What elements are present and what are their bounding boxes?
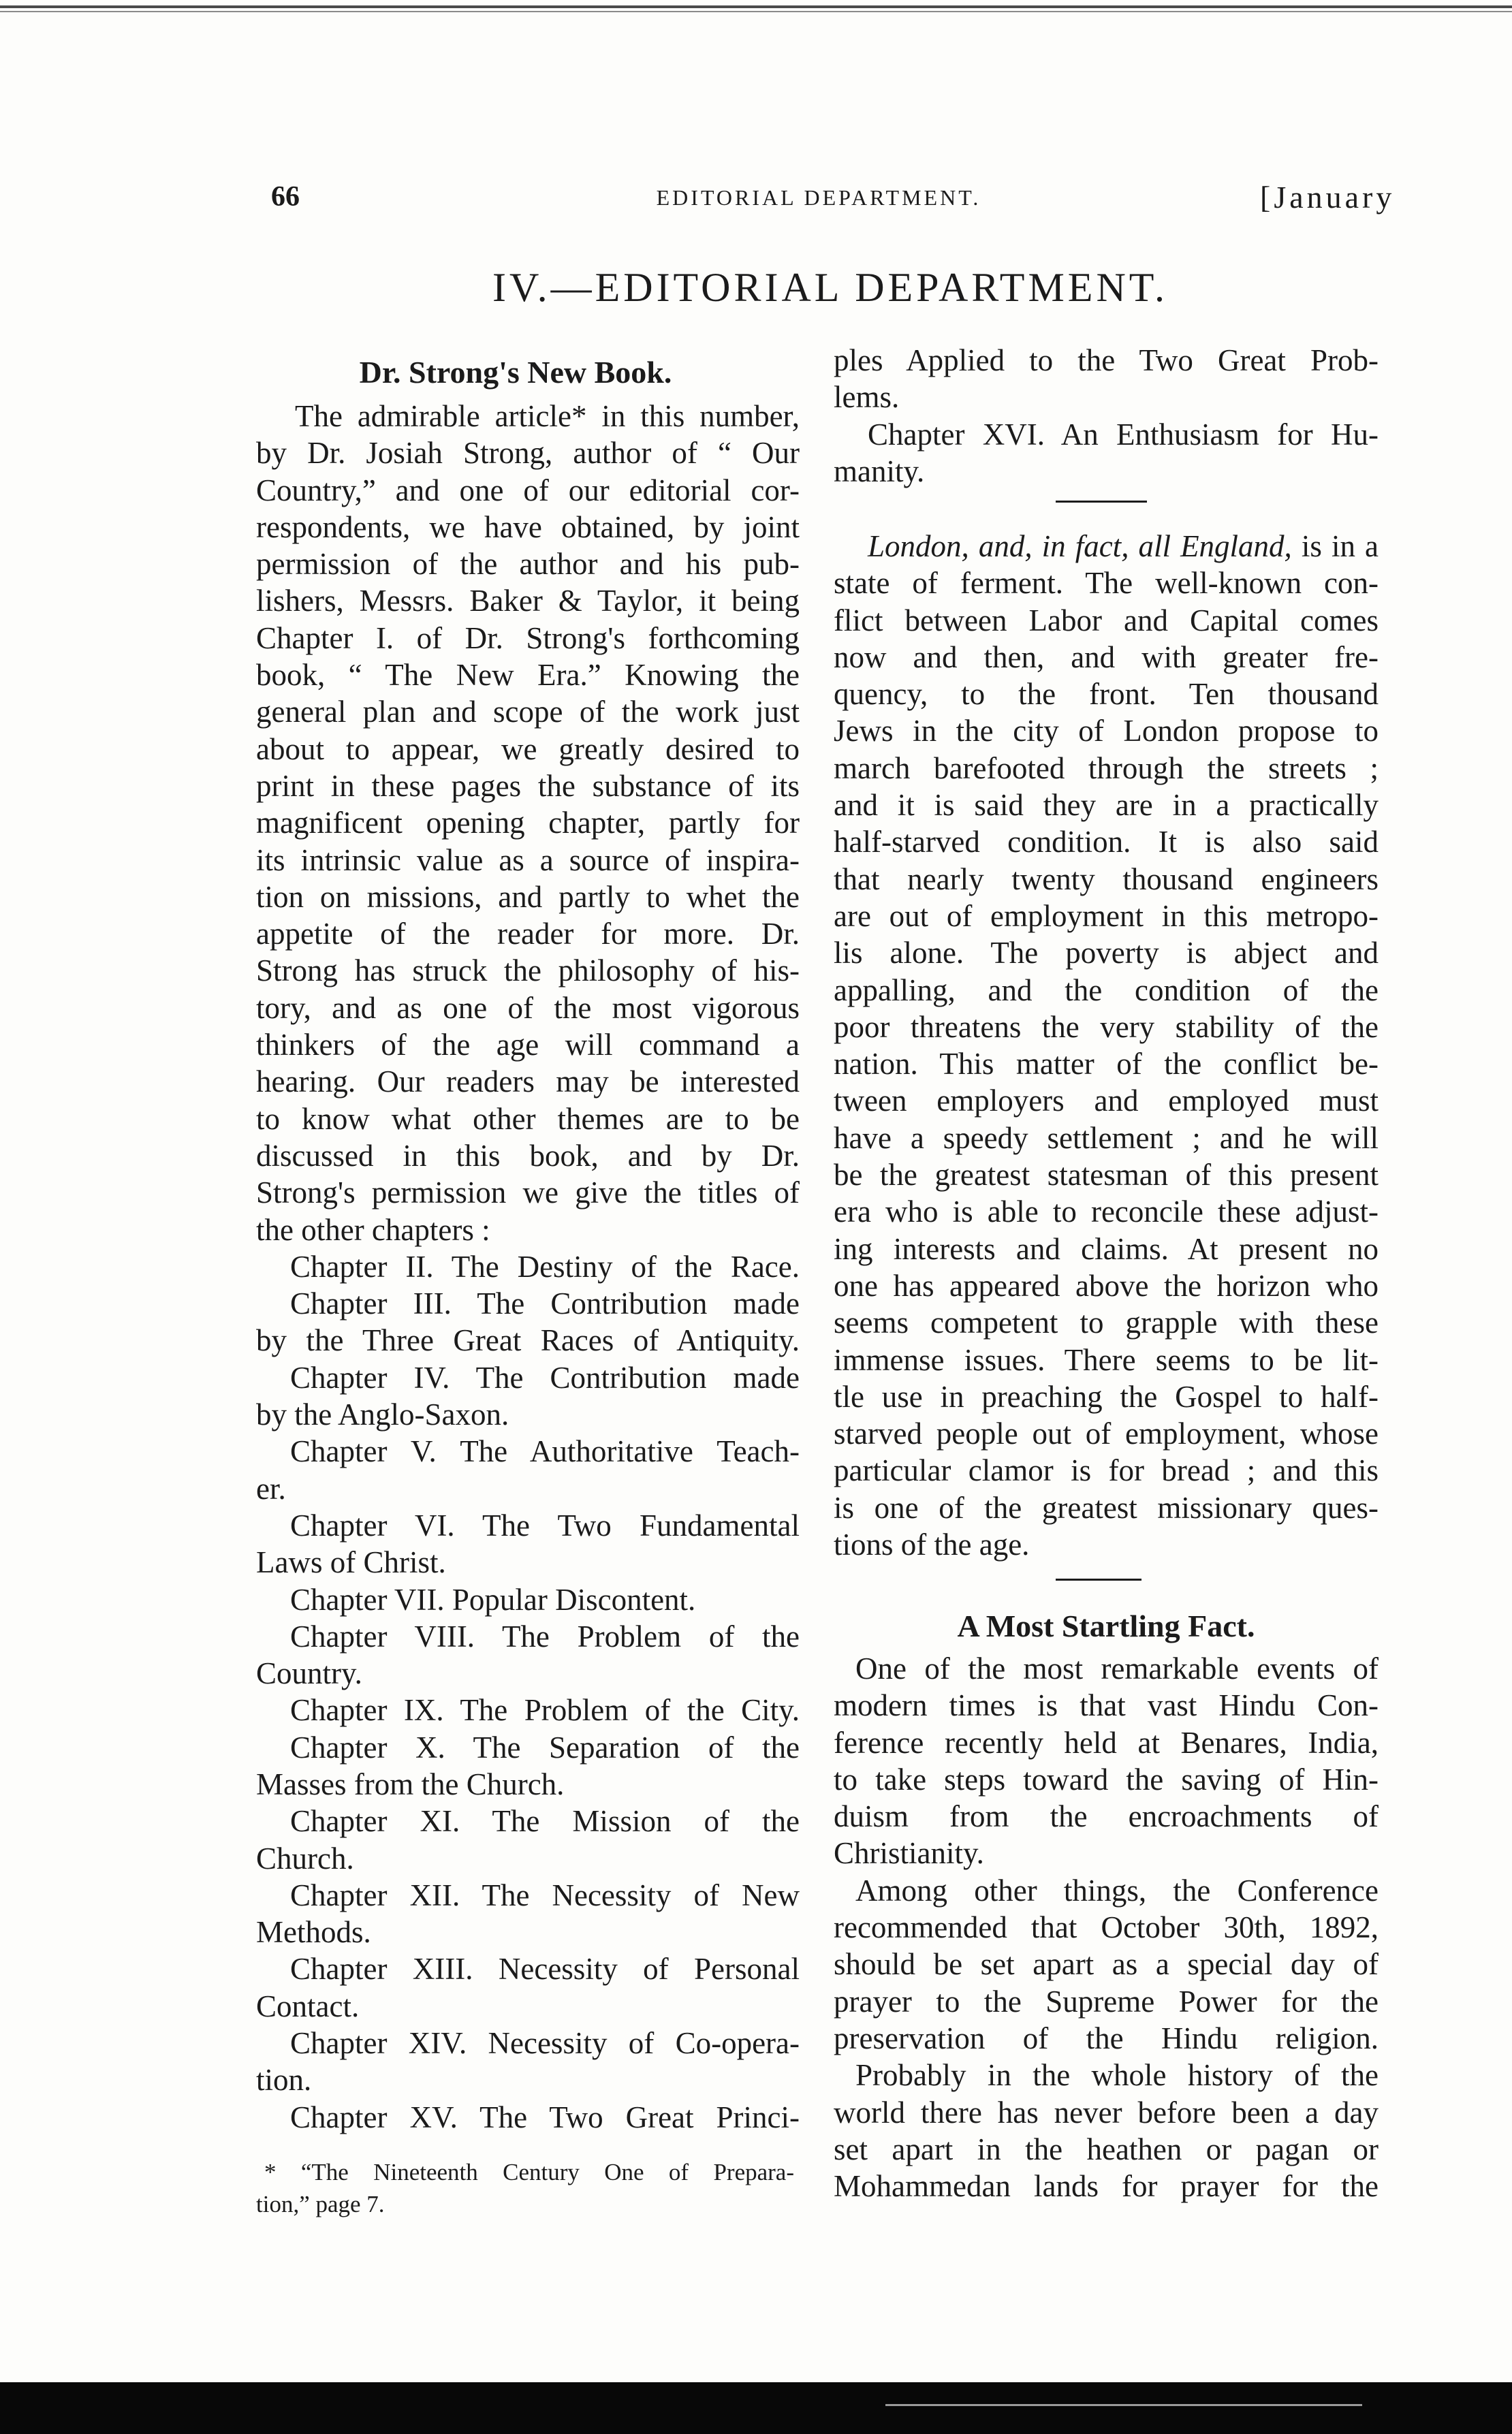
text-line: appetite of the reader for more. Dr.: [256, 917, 800, 951]
chapter-line: Chapter V. The Authoritative Teach-: [290, 1434, 800, 1469]
chapter-line: Chapter X. The Separation of the: [290, 1730, 800, 1765]
text-line: set apart in the heathen or pagan or: [834, 2132, 1379, 2166]
text-line: world there has never before been a day: [834, 2095, 1379, 2130]
chapter-line: Chapter XIII. Necessity of Personal: [290, 1952, 800, 1987]
text-line: should be set apart as a special day of: [834, 1947, 1379, 1982]
text-line: half-starved condition. It is also said: [834, 825, 1379, 859]
text-line: ference recently held at Benares, India,: [834, 1725, 1379, 1760]
text-line: nation. This matter of the conflict be-: [834, 1047, 1379, 1081]
text-line: magnificent opening chapter, partly for: [256, 806, 800, 840]
text-line: Country,” and one of our editorial cor-: [256, 473, 800, 507]
chapter-line: Chapter III. The Contribution made: [290, 1286, 800, 1321]
text-line: appalling, and the condition of the: [834, 973, 1379, 1007]
text-line: have a speedy settlement ; and he will: [834, 1120, 1379, 1155]
text-line: is one of the greatest missionary ques-: [834, 1490, 1379, 1525]
text-line: and it is said they are in a practically: [834, 788, 1379, 823]
text-line: about to appear, we greatly desired to: [256, 731, 800, 766]
text-line: discussed in this book, and by Dr.: [256, 1138, 800, 1173]
article-heading-startling-fact: A Most Startling Fact.: [957, 1609, 1255, 1643]
text-line: tween employers and employed must: [834, 1084, 1379, 1118]
chapter-line: by the Three Great Races of Antiquity.: [256, 1323, 800, 1358]
chapter-line: Chapter XI. The Mission of the: [290, 1804, 800, 1839]
footnote: [256, 2156, 794, 2220]
text-line: prayer to the Supreme Power for the: [834, 1984, 1379, 2019]
text-line: general plan and scope of the work just: [256, 695, 800, 729]
text-line: quency, to the front. Ten thousand: [834, 677, 1379, 712]
page-number: 66: [271, 181, 300, 212]
chapter-line: Contact.: [256, 1989, 360, 2023]
issue-month: [January: [1260, 180, 1396, 215]
text-line: Strong's permission we give the titles of: [256, 1175, 800, 1210]
text-line: respondents, we have obtained, by joint: [256, 509, 800, 544]
chapter-line: Chapter VIII. The Problem of the: [290, 1619, 800, 1654]
text-line: flict between Labor and Capital comes: [834, 603, 1379, 637]
text-line: hearing. Our readers may be interested: [256, 1064, 800, 1099]
text-line: by Dr. Josiah Strong, author of “ Our: [256, 436, 800, 471]
startling-fact-article: [834, 1650, 1379, 2204]
text-line: modern times is that vast Hindu Con-: [834, 1688, 1379, 1723]
footnote-line: * “The Nineteenth Century One of Prepara-: [264, 2159, 794, 2185]
text-line: seems competent to grapple with these: [834, 1306, 1379, 1340]
article-heading-dr-strong: Dr. Strong's New Book.: [359, 355, 672, 390]
chapter-line: Chapter VI. The Two Fundamental: [290, 1508, 800, 1543]
chapter-line: Chapter XIV. Necessity of Co-opera-: [290, 2026, 800, 2061]
text-line: Chapter I. of Dr. Strong's forthcoming: [256, 620, 800, 655]
text-line: tions of the age.: [834, 1528, 1030, 1562]
text-line: The admirable article* in this number,: [295, 399, 800, 433]
text-line: state of ferment. The well-known con-: [834, 566, 1379, 601]
chapter-line: Country.: [256, 1656, 362, 1691]
chapter-line: Masses from the Church.: [256, 1767, 565, 1801]
text-line: Among other things, the Conference: [855, 1873, 1379, 1908]
text-line: that nearly twenty thousand engineers: [834, 862, 1379, 896]
italic-lead: London, and, in fact, all England,: [868, 529, 1292, 563]
text-line: One of the most remarkable events of: [855, 1651, 1379, 1686]
text-line: duism from the encroachments of: [834, 1799, 1379, 1834]
text-line: era who is able to reconcile these adjust-: [834, 1195, 1379, 1229]
chapter-line: by the Anglo-Saxon.: [256, 1397, 509, 1432]
text-line: now and then, and with greater fre-: [834, 639, 1379, 674]
text-line: print in these pages the substance of its: [256, 768, 800, 803]
chapter-line: Chapter XVI. An Enthusiasm for Hu-: [868, 417, 1379, 452]
right-column-continuation: [834, 342, 1379, 490]
text-line: particular clamor is for bread ; and this: [834, 1453, 1379, 1488]
text-line: Christianity.: [834, 1836, 984, 1871]
footnote-line: tion,” page 7.: [256, 2191, 385, 2217]
text-line: preservation of the Hindu religion.: [834, 2021, 1379, 2055]
chapter-line: Chapter II. The Destiny of the Race.: [290, 1249, 800, 1284]
text-line: Probably in the whole history of the: [855, 2058, 1379, 2093]
text-line: to know what other themes are to be: [256, 1101, 800, 1136]
chapter-line: manity.: [834, 454, 925, 488]
chapter-line: Chapter VII. Popular Discontent.: [290, 1582, 696, 1617]
text-line: immense issues. There seems to be lit-: [834, 1342, 1379, 1377]
scan-border-bottom: [0, 2382, 1512, 2434]
chapter-line: tion.: [256, 2063, 312, 2098]
section-title: IV.—EDITORIAL DEPARTMENT.: [492, 265, 1168, 310]
text-line: the other chapters :: [256, 1212, 490, 1247]
chapter-line: Chapter XII. The Necessity of New: [290, 1878, 800, 1912]
chapter-line: lems.: [834, 380, 900, 415]
text-line: to take steps toward the saving of Hin-: [834, 1762, 1379, 1797]
text-line: tle use in preaching the Gospel to half-: [834, 1379, 1379, 1414]
text-line: one has appeared above the horizon who: [834, 1268, 1379, 1303]
text-line: [834, 528, 1379, 565]
text-line: recommended that October 30th, 1892,: [834, 1910, 1379, 1945]
text-line: are out of employment in this metropo-: [834, 898, 1379, 933]
text-line: Jews in the city of London propose to: [834, 714, 1379, 748]
top-rule: [0, 5, 1512, 8]
left-column: [256, 398, 800, 2136]
chapter-line: Chapter XV. The Two Great Princi-: [290, 2100, 800, 2134]
text-fragment: is in a: [1291, 529, 1379, 563]
section-divider: [1056, 1579, 1141, 1581]
text-line: starved people out of employment, whose: [834, 1417, 1379, 1451]
text-line: tory, and as one of the most vigorous: [256, 990, 800, 1025]
text-line: march barefooted through the streets ;: [834, 750, 1379, 785]
chapter-line: er.: [256, 1471, 286, 1506]
text-line: ing interests and claims. At present no: [834, 1231, 1379, 1266]
text-line: permission of the author and his pub-: [256, 547, 800, 582]
text-line: lishers, Messrs. Baker & Taylor, it being: [256, 584, 800, 618]
chapter-line: Chapter IX. The Problem of the City.: [290, 1693, 800, 1728]
text-line: lis alone. The poverty is abject and: [834, 936, 1379, 970]
chapter-line: ples Applied to the Two Great Prob-: [834, 343, 1379, 377]
text-line: its intrinsic value as a source of inspira-: [256, 842, 800, 877]
text-line: poor threatens the very stability of the: [834, 1009, 1379, 1044]
text-line: thinkers of the age will command a: [256, 1028, 800, 1062]
text-line: book, “ The New Era.” Knowing the: [256, 658, 800, 693]
chapter-line: Methods.: [256, 1915, 371, 1950]
scan-streak: [885, 2404, 1362, 2406]
text-line: be the greatest statesman of this present: [834, 1158, 1379, 1192]
chapter-line: Church.: [256, 1841, 354, 1876]
section-divider: [1056, 501, 1147, 503]
text-line: Mohammedan lands for prayer for the: [834, 2169, 1379, 2204]
running-title: EDITORIAL DEPARTMENT.: [656, 185, 981, 210]
chapter-line: Chapter IV. The Contribution made: [290, 1360, 800, 1395]
text-line: tion on missions, and partly to whet the: [256, 879, 800, 914]
london-article: [834, 528, 1379, 1563]
chapter-line: Laws of Christ.: [256, 1545, 446, 1580]
text-line: Strong has struck the philosophy of his-: [256, 953, 800, 988]
top-rule-thin: [0, 11, 1512, 12]
